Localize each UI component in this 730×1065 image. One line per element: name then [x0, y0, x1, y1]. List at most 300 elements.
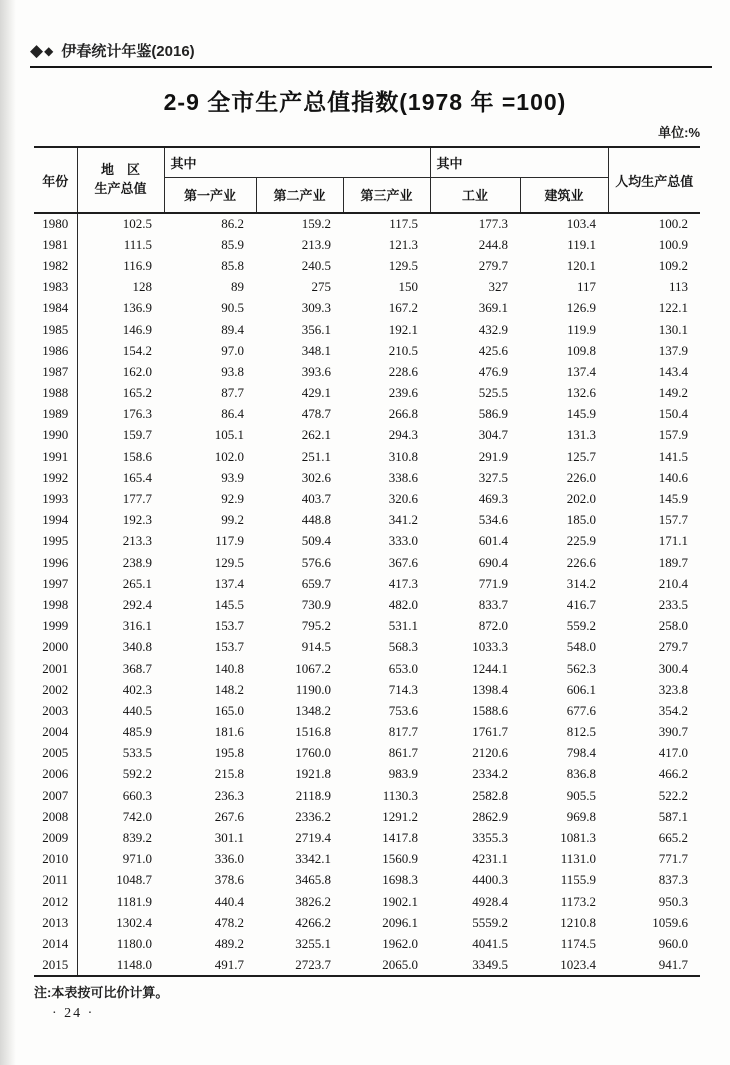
- cell-industry: 534.6: [478, 512, 509, 528]
- cell-year: 1993: [34, 488, 77, 509]
- cell-secondary-industry: 240.5: [301, 257, 331, 273]
- table-row: [34, 531, 700, 552]
- cell-gdp-index: 102.5: [122, 216, 152, 232]
- table-row: [34, 383, 700, 404]
- cell-primary-industry: 129.5: [214, 554, 244, 570]
- cell-per-capita-gdp: 1059.6: [652, 914, 689, 930]
- cell-per-capita-gdp: 113: [669, 279, 689, 295]
- cell-gdp-index: 1048.7: [116, 872, 152, 888]
- cell-primary-industry: 153.7: [214, 618, 244, 634]
- cell-construction: 132.6: [566, 385, 597, 401]
- cell-secondary-industry: 3342.1: [295, 851, 331, 867]
- cell-per-capita-gdp: 466.2: [658, 766, 689, 782]
- cell-year: 1989: [34, 404, 77, 425]
- unit-label: 单位:%: [658, 125, 700, 140]
- table-body: [34, 213, 700, 976]
- table-row: [34, 573, 700, 594]
- cell-tertiary-industry: 121.3: [388, 236, 419, 252]
- cell-construction: 677.6: [566, 702, 597, 718]
- cell-construction: 1173.2: [560, 893, 597, 909]
- cell-primary-industry: 93.8: [221, 363, 244, 379]
- cell-per-capita-gdp: 157.9: [658, 427, 689, 443]
- cell-industry: 476.9: [478, 363, 509, 379]
- cell-per-capita-gdp: 100.2: [658, 216, 689, 232]
- cell-construction: 606.1: [566, 681, 597, 697]
- cell-gdp-index: 176.3: [122, 406, 152, 422]
- cell-primary-industry: 137.4: [214, 575, 244, 591]
- cell-per-capita-gdp: 130.1: [658, 321, 689, 337]
- table-row: [34, 425, 700, 446]
- cell-construction: 125.7: [566, 448, 597, 464]
- cell-tertiary-industry: 531.1: [388, 618, 419, 634]
- table-row: [34, 446, 700, 467]
- cell-secondary-industry: 1190.0: [295, 681, 331, 697]
- column-header-primary-industry: 第一产业: [164, 177, 256, 213]
- cell-per-capita-gdp: 157.7: [658, 512, 689, 528]
- cell-per-capita-gdp: 149.2: [658, 385, 689, 401]
- cell-industry: 327.5: [478, 469, 509, 485]
- cell-year: 1992: [34, 467, 77, 488]
- column-header-gdp-line1: 地 区: [100, 162, 140, 178]
- diamond-icon: ◆: [30, 41, 44, 60]
- cell-secondary-industry: 3826.2: [295, 893, 331, 909]
- cell-construction: 812.5: [566, 724, 597, 740]
- cell-secondary-industry: 3465.8: [295, 872, 331, 888]
- cell-construction: 836.8: [566, 766, 597, 782]
- table-row: [34, 510, 700, 531]
- cell-tertiary-industry: 2065.0: [382, 956, 419, 972]
- column-header-per-capita-gdp: 人均生产总值: [615, 173, 694, 189]
- cell-year: 2007: [34, 785, 77, 806]
- cell-secondary-industry: 262.1: [301, 427, 331, 443]
- cell-tertiary-industry: 338.6: [388, 469, 419, 485]
- table-row: [34, 298, 700, 319]
- cell-construction: 226.6: [566, 554, 597, 570]
- cell-construction: 1210.8: [560, 914, 597, 930]
- cell-primary-industry: 97.0: [221, 342, 244, 358]
- cell-primary-industry: 489.2: [214, 935, 244, 951]
- cell-gdp-index: 177.7: [122, 491, 152, 507]
- cell-industry: 586.9: [478, 406, 509, 422]
- table-row: [34, 933, 700, 954]
- table-row: [34, 319, 700, 340]
- cell-construction: 226.0: [566, 469, 597, 485]
- cell-industry: 2862.9: [472, 808, 509, 824]
- cell-industry: 469.3: [478, 491, 509, 507]
- table-row: [34, 743, 700, 764]
- cell-tertiary-industry: 714.3: [388, 681, 419, 697]
- cell-per-capita-gdp: 960.0: [658, 935, 689, 951]
- cell-construction: 119.9: [567, 321, 597, 337]
- table-row: [34, 361, 700, 382]
- cell-secondary-industry: 2723.7: [295, 956, 331, 972]
- cell-tertiary-industry: 228.6: [388, 363, 419, 379]
- cell-tertiary-industry: 1291.2: [382, 808, 419, 824]
- cell-secondary-industry: 213.9: [301, 236, 331, 252]
- cell-primary-industry: 85.8: [221, 257, 244, 273]
- cell-gdp-index: 316.1: [122, 618, 152, 634]
- cell-secondary-industry: 2336.2: [295, 808, 331, 824]
- cell-construction: 131.3: [566, 427, 597, 443]
- cell-primary-industry: 336.0: [214, 851, 244, 867]
- cell-industry: 1033.3: [472, 639, 509, 655]
- table-row: [34, 764, 700, 785]
- cell-tertiary-industry: 753.6: [388, 702, 419, 718]
- cell-per-capita-gdp: 140.6: [658, 469, 689, 485]
- cell-construction: 314.2: [566, 575, 597, 591]
- cell-tertiary-industry: 129.5: [388, 257, 419, 273]
- cell-per-capita-gdp: 587.1: [658, 808, 689, 824]
- cell-year: 2000: [34, 637, 77, 658]
- cell-secondary-industry: 251.1: [301, 448, 331, 464]
- cell-per-capita-gdp: 941.7: [658, 956, 689, 972]
- table-footnote: 注:本表按可比价计算。: [34, 985, 169, 1000]
- column-header-secondary-industry: 第二产业: [256, 177, 343, 213]
- cell-per-capita-gdp: 950.3: [658, 893, 689, 909]
- cell-construction: 969.8: [566, 808, 597, 824]
- cell-per-capita-gdp: 323.8: [658, 681, 689, 697]
- cell-year: 2011: [34, 870, 77, 891]
- cell-construction: 120.1: [566, 257, 597, 273]
- table-row: [34, 870, 700, 891]
- diamond-icon: ◆: [44, 43, 54, 58]
- cell-gdp-index: 116.9: [123, 257, 152, 273]
- cell-tertiary-industry: 1698.3: [382, 872, 419, 888]
- cell-industry: 244.8: [478, 236, 509, 252]
- cell-construction: 137.4: [566, 363, 597, 379]
- cell-year: 1985: [34, 319, 77, 340]
- cell-year: 1986: [34, 340, 77, 361]
- cell-gdp-index: 265.1: [122, 575, 152, 591]
- group-header-of-which-industries: 其中: [164, 147, 430, 177]
- cell-year: 1997: [34, 573, 77, 594]
- cell-industry: 1398.4: [472, 681, 509, 697]
- cell-construction: 1081.3: [560, 830, 597, 846]
- cell-tertiary-industry: 817.7: [388, 724, 419, 740]
- cell-secondary-industry: 309.3: [301, 300, 331, 316]
- cell-per-capita-gdp: 137.9: [658, 342, 689, 358]
- cell-gdp-index: 111.5: [123, 236, 152, 252]
- cell-industry: 1588.6: [472, 702, 509, 718]
- cell-tertiary-industry: 117.5: [389, 216, 419, 232]
- cell-industry: 601.4: [478, 533, 509, 549]
- column-header-industry: 工业: [430, 177, 520, 213]
- table-row: [34, 234, 700, 255]
- cell-per-capita-gdp: 171.1: [658, 533, 689, 549]
- cell-industry: 833.7: [478, 596, 509, 612]
- table-row: [34, 637, 700, 658]
- cell-primary-industry: 93.9: [221, 469, 244, 485]
- cell-year: 1994: [34, 510, 77, 531]
- cell-secondary-industry: 730.9: [301, 596, 331, 612]
- cell-secondary-industry: 403.7: [301, 491, 331, 507]
- cell-secondary-industry: 348.1: [301, 342, 331, 358]
- cell-construction: 225.9: [566, 533, 597, 549]
- cell-year: 1983: [34, 277, 77, 298]
- cell-year: 2005: [34, 743, 77, 764]
- cell-tertiary-industry: 568.3: [388, 639, 419, 655]
- cell-per-capita-gdp: 210.4: [658, 575, 689, 591]
- cell-gdp-index: 660.3: [122, 787, 152, 803]
- cell-primary-industry: 181.6: [214, 724, 244, 740]
- cell-per-capita-gdp: 109.2: [658, 257, 689, 273]
- page-title: 2-9 全市生产总值指数(1978 年 =100): [163, 89, 567, 115]
- cell-gdp-index: 159.7: [122, 427, 152, 443]
- cell-secondary-industry: 429.1: [301, 385, 331, 401]
- cell-per-capita-gdp: 258.0: [658, 618, 689, 634]
- cell-industry: 177.3: [478, 216, 509, 232]
- cell-gdp-index: 1181.9: [116, 893, 152, 909]
- cell-construction: 562.3: [566, 660, 597, 676]
- cell-gdp-index: 839.2: [122, 830, 152, 846]
- cell-industry: 369.1: [478, 300, 509, 316]
- cell-primary-industry: 215.8: [214, 766, 244, 782]
- cell-secondary-industry: 393.6: [301, 363, 331, 379]
- cell-industry: 425.6: [478, 342, 509, 358]
- cell-year: 1988: [34, 383, 77, 404]
- cell-tertiary-industry: 294.3: [388, 427, 419, 443]
- cell-gdp-index: 162.0: [122, 363, 152, 379]
- cell-industry: 2334.2: [472, 766, 509, 782]
- cell-per-capita-gdp: 279.7: [658, 639, 689, 655]
- cell-gdp-index: 292.4: [122, 596, 152, 612]
- cell-per-capita-gdp: 143.4: [658, 363, 689, 379]
- cell-industry: 525.5: [478, 385, 509, 401]
- cell-gdp-index: 192.3: [122, 512, 152, 528]
- cell-year: 1980: [34, 213, 77, 234]
- table-row: [34, 488, 700, 509]
- cell-year: 1998: [34, 594, 77, 615]
- cell-primary-industry: 153.7: [214, 639, 244, 655]
- cell-gdp-index: 340.8: [122, 639, 152, 655]
- cell-year: 1991: [34, 446, 77, 467]
- cell-tertiary-industry: 310.8: [388, 448, 419, 464]
- cell-gdp-index: 154.2: [122, 342, 152, 358]
- cell-tertiary-industry: 192.1: [388, 321, 419, 337]
- cell-primary-industry: 92.9: [221, 491, 244, 507]
- cell-secondary-industry: 1067.2: [295, 660, 331, 676]
- cell-gdp-index: 402.3: [122, 681, 152, 697]
- cell-secondary-industry: 448.8: [301, 512, 331, 528]
- cell-gdp-index: 158.6: [122, 448, 152, 464]
- cell-per-capita-gdp: 522.2: [658, 787, 689, 803]
- cell-per-capita-gdp: 771.7: [658, 851, 689, 867]
- cell-tertiary-industry: 266.8: [388, 406, 419, 422]
- cell-secondary-industry: 1348.2: [295, 702, 331, 718]
- cell-per-capita-gdp: 390.7: [658, 724, 689, 740]
- cell-year: 2014: [34, 933, 77, 954]
- column-header-gdp-index: [77, 147, 164, 213]
- cell-secondary-industry: 1516.8: [295, 724, 331, 740]
- group-header-of-which-secondary: 其中: [430, 147, 608, 177]
- cell-secondary-industry: 659.7: [301, 575, 331, 591]
- cell-year: 1990: [34, 425, 77, 446]
- cell-industry: 291.9: [478, 448, 509, 464]
- cell-primary-industry: 102.0: [214, 448, 244, 464]
- cell-year: 1984: [34, 298, 77, 319]
- cell-secondary-industry: 1760.0: [295, 745, 331, 761]
- cell-industry: 1244.1: [472, 660, 509, 676]
- cell-construction: 798.4: [566, 745, 597, 761]
- cell-year: 1981: [34, 234, 77, 255]
- cell-secondary-industry: 2118.9: [295, 787, 331, 803]
- cell-per-capita-gdp: 300.4: [658, 660, 689, 676]
- cell-primary-industry: 378.6: [214, 872, 244, 888]
- cell-construction: 202.0: [566, 491, 597, 507]
- cell-year: 1999: [34, 616, 77, 637]
- cell-construction: 185.0: [566, 512, 597, 528]
- cell-secondary-industry: 302.6: [301, 469, 331, 485]
- cell-industry: 771.9: [478, 575, 509, 591]
- gdp-index-table: [34, 146, 700, 977]
- cell-gdp-index: 128: [132, 279, 152, 295]
- cell-per-capita-gdp: 189.7: [658, 554, 689, 570]
- cell-secondary-industry: 4266.2: [295, 914, 331, 930]
- cell-primary-industry: 440.4: [214, 893, 244, 909]
- cell-secondary-industry: 478.7: [301, 406, 331, 422]
- table-header: [34, 147, 700, 213]
- cell-per-capita-gdp: 354.2: [658, 702, 689, 718]
- cell-per-capita-gdp: 837.3: [658, 872, 689, 888]
- cell-primary-industry: 105.1: [214, 427, 244, 443]
- cell-construction: 145.9: [566, 406, 597, 422]
- cell-primary-industry: 148.2: [214, 681, 244, 697]
- cell-primary-industry: 87.7: [221, 385, 244, 401]
- cell-tertiary-industry: 1902.1: [382, 893, 419, 909]
- cell-year: 2002: [34, 679, 77, 700]
- cell-primary-industry: 89: [231, 279, 244, 295]
- page-number: · 24 ·: [52, 1006, 95, 1021]
- cell-per-capita-gdp: 145.9: [658, 491, 689, 507]
- cell-tertiary-industry: 983.9: [388, 766, 419, 782]
- cell-primary-industry: 117.9: [215, 533, 244, 549]
- cell-secondary-industry: 509.4: [301, 533, 331, 549]
- cell-primary-industry: 165.0: [214, 702, 244, 718]
- cell-per-capita-gdp: 150.4: [658, 406, 689, 422]
- cell-gdp-index: 238.9: [122, 554, 152, 570]
- cell-industry: 4231.1: [472, 851, 509, 867]
- cell-year: 2012: [34, 891, 77, 912]
- table-row: [34, 255, 700, 276]
- cell-secondary-industry: 2719.4: [295, 830, 331, 846]
- cell-industry: 279.7: [478, 257, 509, 273]
- cell-construction: 109.8: [566, 342, 597, 358]
- cell-year: 1987: [34, 361, 77, 382]
- cell-year: 2001: [34, 658, 77, 679]
- cell-construction: 126.9: [566, 300, 597, 316]
- cell-construction: 548.0: [566, 639, 597, 655]
- cell-primary-industry: 86.4: [221, 406, 244, 422]
- cell-primary-industry: 86.2: [221, 216, 244, 232]
- cell-industry: 3355.3: [472, 830, 509, 846]
- cell-secondary-industry: 356.1: [301, 321, 331, 337]
- cell-gdp-index: 136.9: [122, 300, 152, 316]
- cell-tertiary-industry: 861.7: [388, 745, 419, 761]
- cell-per-capita-gdp: 417.0: [658, 745, 689, 761]
- scan-edge-shadow: [0, 0, 16, 1065]
- cell-construction: 119.1: [567, 236, 597, 252]
- cell-industry: 4041.5: [472, 935, 509, 951]
- cell-year: 2004: [34, 722, 77, 743]
- table-row: [34, 277, 700, 298]
- cell-construction: 559.2: [566, 618, 597, 634]
- column-header-construction: 建筑业: [520, 177, 608, 213]
- running-head: [30, 40, 712, 68]
- cell-gdp-index: 165.2: [122, 385, 152, 401]
- cell-year: 2008: [34, 806, 77, 827]
- cell-secondary-industry: 914.5: [301, 639, 331, 655]
- table-row: [34, 827, 700, 848]
- table-row: [34, 912, 700, 933]
- cell-primary-industry: 140.8: [214, 660, 244, 676]
- cell-industry: 432.9: [478, 321, 509, 337]
- table-row: [34, 213, 700, 234]
- cell-primary-industry: 236.3: [214, 787, 244, 803]
- cell-year: 2006: [34, 764, 77, 785]
- cell-primary-industry: 99.2: [221, 512, 244, 528]
- cell-tertiary-industry: 320.6: [388, 491, 419, 507]
- table-row: [34, 785, 700, 806]
- cell-tertiary-industry: 1130.3: [382, 787, 419, 803]
- cell-industry: 4400.3: [472, 872, 509, 888]
- cell-primary-industry: 85.9: [221, 236, 244, 252]
- cell-industry: 327: [488, 279, 509, 295]
- cell-industry: 4928.4: [472, 893, 509, 909]
- cell-year: 1996: [34, 552, 77, 573]
- cell-year: 1995: [34, 531, 77, 552]
- cell-tertiary-industry: 239.6: [388, 385, 419, 401]
- cell-gdp-index: 485.9: [122, 724, 152, 740]
- cell-construction: 416.7: [566, 596, 597, 612]
- cell-primary-industry: 145.5: [214, 596, 244, 612]
- cell-industry: 872.0: [478, 618, 509, 634]
- cell-gdp-index: 146.9: [122, 321, 152, 337]
- table-row: [34, 849, 700, 870]
- cell-tertiary-industry: 482.0: [388, 596, 419, 612]
- cell-gdp-index: 1302.4: [116, 914, 152, 930]
- cell-industry: 2120.6: [472, 745, 509, 761]
- cell-primary-industry: 89.4: [221, 321, 244, 337]
- table-row: [34, 891, 700, 912]
- cell-industry: 2582.8: [472, 787, 509, 803]
- cell-gdp-index: 592.2: [122, 766, 152, 782]
- cell-primary-industry: 491.7: [214, 956, 244, 972]
- cell-year: 1982: [34, 255, 77, 276]
- column-header-year: 年份: [34, 147, 77, 213]
- cell-tertiary-industry: 653.0: [388, 660, 419, 676]
- cell-tertiary-industry: 1417.8: [382, 830, 419, 846]
- cell-gdp-index: 368.7: [122, 660, 152, 676]
- cell-secondary-industry: 1921.8: [295, 766, 331, 782]
- cell-secondary-industry: 795.2: [301, 618, 331, 634]
- cell-gdp-index: 213.3: [122, 533, 152, 549]
- table-row: [34, 340, 700, 361]
- column-header-tertiary-industry: 第三产业: [343, 177, 430, 213]
- cell-per-capita-gdp: 100.9: [658, 236, 689, 252]
- cell-tertiary-industry: 367.6: [388, 554, 419, 570]
- cell-year: 2013: [34, 912, 77, 933]
- table-row: [34, 722, 700, 743]
- cell-per-capita-gdp: 665.2: [658, 830, 689, 846]
- cell-gdp-index: 742.0: [122, 808, 152, 824]
- cell-per-capita-gdp: 141.5: [658, 448, 689, 464]
- cell-tertiary-industry: 210.5: [388, 342, 419, 358]
- table-row: [34, 658, 700, 679]
- cell-gdp-index: 165.4: [122, 469, 152, 485]
- table-row: [34, 616, 700, 637]
- cell-construction: 1131.0: [560, 851, 597, 867]
- cell-industry: 304.7: [478, 427, 509, 443]
